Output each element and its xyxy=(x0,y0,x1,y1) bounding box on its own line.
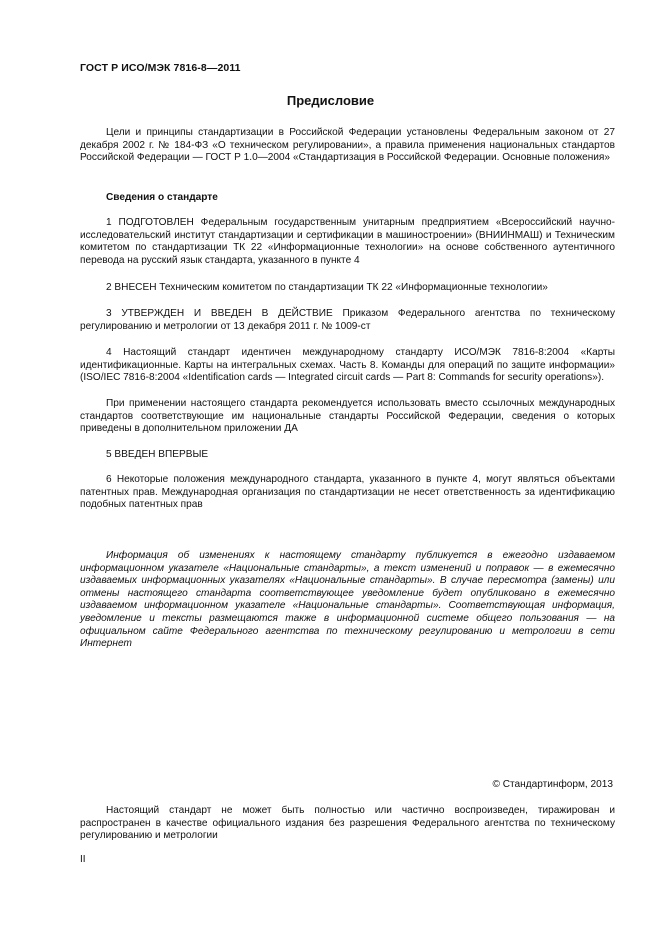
item-3: 3 УТВЕРЖДЕН И ВВЕДЕН В ДЕЙСТВИЕ Приказом Федерального агентства по техническому регулированию и метрологии от 13 декабря 2011 г. № 1009-ст xyxy=(80,308,615,332)
item-1: 1 ПОДГОТОВЛЕН Федеральным государственным унитарным предприятием «Всероссийский научно-исследовательский институт стандартизации и сертификации в машиностроении» (ВНИИНМАШ) и Техническим комитетом по стандартизации ТК 22 «Информационные технологии» на основе собственного аутентичного перевода на русский язык стандарта, указанного в пункте 4 xyxy=(80,217,615,266)
changes-notice: Информация об изменениях к настоящему стандарту публикуется в ежегодно издаваемом информационном указателе «Национальные стандарты», а текст изменений и поправок — в ежемесячно издаваемых информационных указателях «Национальные стандарты». В случае пересмотра (замены) или отмены настоящего стандарта соответствующее уведомление будет опубликовано в ежемесячно издаваемом информационном указателе «Национальные стандарты». Соответствующая информация, уведомление и тексты размещаются также в информационной системе общего пользования — на официальном сайте Федерального агентства по техническому регулированию и метрологии в сети Интернет xyxy=(80,550,615,650)
item-2: 2 ВНЕСЕН Техническим комитетом по стандартизации ТК 22 «Информационные технологии» xyxy=(106,282,548,293)
intro-paragraph: Цели и принципы стандартизации в Российской Федерации установлены Федеральным законом от 27 декабря 2002 г. № 184-ФЗ «О техническом регулировании», а правила применения национальных стандартов Российской Федерации — ГОСТ Р 1.0—2004 «Стандартизация в Российской Федерации. Основные положения» xyxy=(80,127,615,164)
page-number: II xyxy=(80,854,86,865)
item-4: 4 Настоящий стандарт идентичен международному стандарту ИСО/МЭК 7816-8:2004 «Карты идентификационные. Карты на интегральных схемах. Часть 8. Команды для операций по защите информации» (ISO/IEC 7816-8:2004 «Identification cards — Integrated circuit cards — Part 8: Commands for security operations»). xyxy=(80,347,615,384)
reproduction-restriction: Настоящий стандарт не может быть полностью или частично воспроизведен, тиражирован и распространен в качестве официального издания без разрешения Федерального агентства по техническому регулированию и метрологии xyxy=(80,805,615,842)
item-4-note: При применении настоящего стандарта рекомендуется использовать вместо ссылочных международных стандартов соответствующие им национальные стандарты Российской Федерации, сведения о которых приведены в дополнительном приложении ДА xyxy=(80,398,615,435)
document-code: ГОСТ Р ИСО/МЭК 7816-8—2011 xyxy=(80,62,241,74)
page-title: Предисловие xyxy=(286,93,375,108)
item-5: 5 ВВЕДЕН ВПЕРВЫЕ xyxy=(106,449,209,460)
copyright: © Стандартинформ, 2013 xyxy=(492,779,613,790)
section-subtitle: Сведения о стандарте xyxy=(106,192,218,203)
item-6: 6 Некоторые положения международного стандарта, указанного в пункте 4, могут являться объектами патентных прав. Международная организация по стандартизации не несет ответственность за идентификацию подобных патентных прав xyxy=(80,474,615,511)
